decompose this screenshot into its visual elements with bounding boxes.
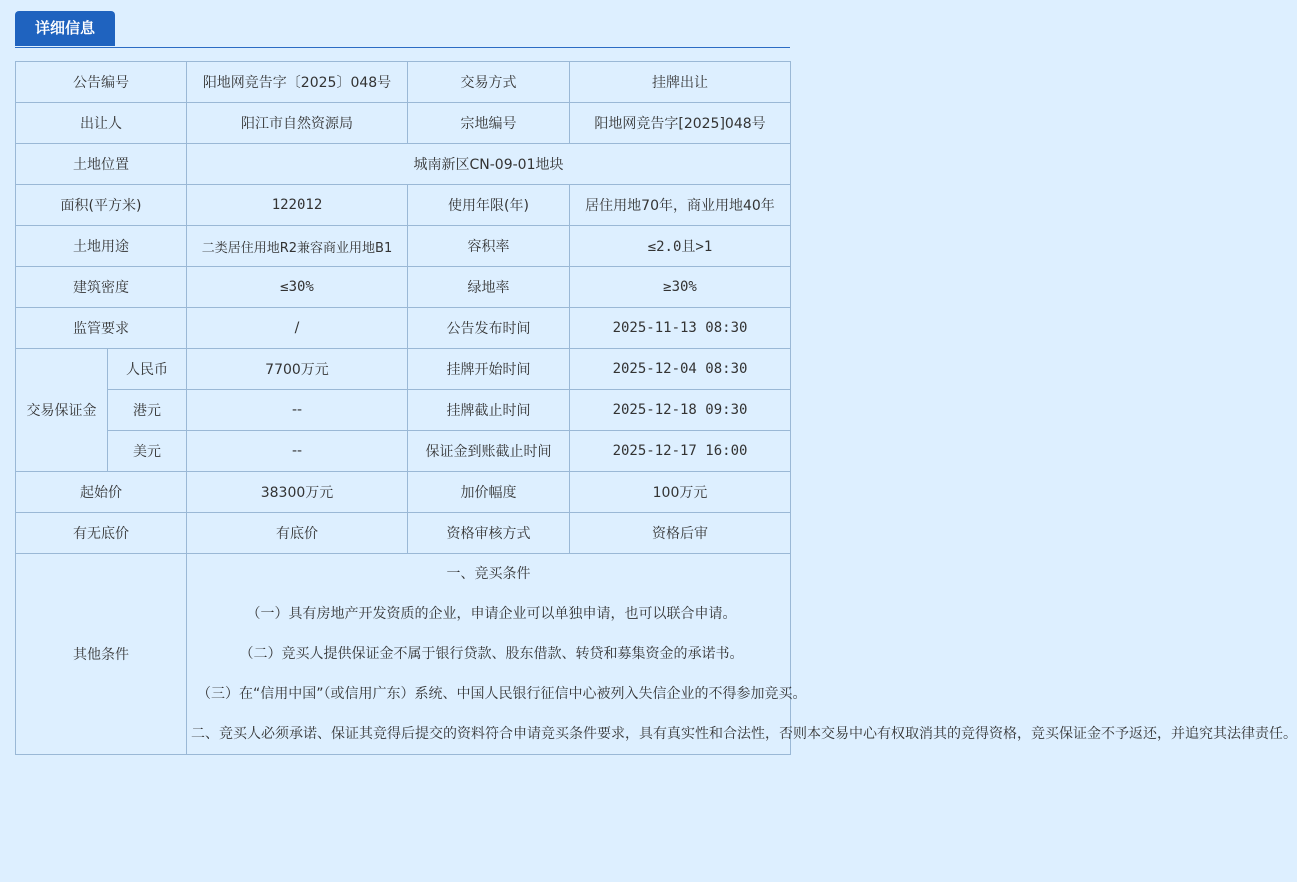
- parcel-no-label: 宗地编号: [408, 103, 570, 144]
- publish-time-label: 公告发布时间: [408, 308, 570, 349]
- table-row: [16, 62, 791, 103]
- green-value: ≥30%: [570, 267, 791, 308]
- deposit-deadline-label: 保证金到账截止时间: [408, 431, 570, 472]
- tab-detail-info[interactable]: 详细信息: [15, 11, 115, 46]
- other-conditions-label: 其他条件: [16, 554, 187, 755]
- list-end-value: 2025-12-18 09:30: [570, 390, 791, 431]
- table-row: [16, 472, 791, 513]
- qualify-value: 资格后审: [570, 513, 791, 554]
- usage-value: 二类居住用地R2兼容商业用地B1: [187, 226, 408, 267]
- supervision-label: 监管要求: [16, 308, 187, 349]
- area-label: 面积(平方米): [16, 185, 187, 226]
- detail-tab-bar: [15, 11, 790, 48]
- reserve-label: 有无底价: [16, 513, 187, 554]
- deposit-usd-label: 美元: [108, 431, 187, 472]
- increment-label: 加价幅度: [408, 472, 570, 513]
- table-row: [16, 103, 791, 144]
- transferor-value: 阳江市自然资源局: [187, 103, 408, 144]
- qualify-label: 资格审核方式: [408, 513, 570, 554]
- table-row: [16, 513, 791, 554]
- density-value: ≤30%: [187, 267, 408, 308]
- table-row: [16, 554, 791, 755]
- supervision-value: /: [187, 308, 408, 349]
- deposit-rmb-value: 7700万元: [187, 349, 408, 390]
- notice-no-label: 公告编号: [16, 62, 187, 103]
- parcel-no-value: 阳地网竞告字[2025]048号: [570, 103, 791, 144]
- condition-line: （三）在“信用中国”（或信用广东）系统、中国人民银行征信中心被列入失信企业的不得参加竞买。: [197, 686, 807, 702]
- deposit-hkd-label: 港元: [108, 390, 187, 431]
- table-row: [16, 226, 791, 267]
- table-row: [16, 390, 791, 431]
- condition-line: （二）竞买人提供保证金不属于银行贷款、股东借款、转贷和募集资金的承诺书。: [239, 646, 744, 662]
- trade-mode-label: 交易方式: [408, 62, 570, 103]
- list-end-label: 挂牌截止时间: [408, 390, 570, 431]
- condition-line: 一、竞买条件: [446, 566, 531, 582]
- transferor-label: 出让人: [16, 103, 187, 144]
- table-row: [16, 349, 791, 390]
- table-row: [16, 267, 791, 308]
- condition-line: （一）具有房地产开发资质的企业，申请企业可以单独申请，也可以联合申请。: [246, 606, 737, 622]
- deposit-label: 交易保证金: [16, 349, 108, 472]
- increment-value: 100万元: [570, 472, 791, 513]
- table-row: [16, 144, 791, 185]
- publish-time-value: 2025-11-13 08:30: [570, 308, 791, 349]
- deposit-hkd-value: --: [187, 390, 408, 431]
- list-start-label: 挂牌开始时间: [408, 349, 570, 390]
- deposit-deadline-value: 2025-12-17 16:00: [570, 431, 791, 472]
- trade-mode-value: 挂牌出让: [570, 62, 791, 103]
- area-value: 122012: [187, 185, 408, 226]
- notice-no-value: 阳地网竞告字〔2025〕048号: [187, 62, 408, 103]
- far-value: ≤2.0且>1: [570, 226, 791, 267]
- list-start-value: 2025-12-04 08:30: [570, 349, 791, 390]
- reserve-value: 有底价: [187, 513, 408, 554]
- table-row: [16, 308, 791, 349]
- density-label: 建筑密度: [16, 267, 187, 308]
- usage-label: 土地用途: [16, 226, 187, 267]
- term-label: 使用年限(年): [408, 185, 570, 226]
- location-value: 城南新区CN-09-01地块: [187, 144, 791, 185]
- start-price-value: 38300万元: [187, 472, 408, 513]
- deposit-usd-value: --: [187, 431, 408, 472]
- condition-line: 二、竞买人必须承诺、保证其竞得后提交的资料符合申请竞买条件要求，具有真实性和合法性，否则本交易中心有权取消其的竞得资格，竞买保证金不予返还，并追究其法律责任。: [191, 726, 1297, 742]
- location-label: 土地位置: [16, 144, 187, 185]
- other-conditions-text: [187, 554, 1297, 755]
- deposit-rmb-label: 人民币: [108, 349, 187, 390]
- start-price-label: 起始价: [16, 472, 187, 513]
- far-label: 容积率: [408, 226, 570, 267]
- land-detail-table: [15, 61, 1297, 755]
- table-row: [16, 431, 791, 472]
- green-label: 绿地率: [408, 267, 570, 308]
- table-row: [16, 185, 791, 226]
- term-value: 居住用地70年，商业用地40年: [570, 185, 791, 226]
